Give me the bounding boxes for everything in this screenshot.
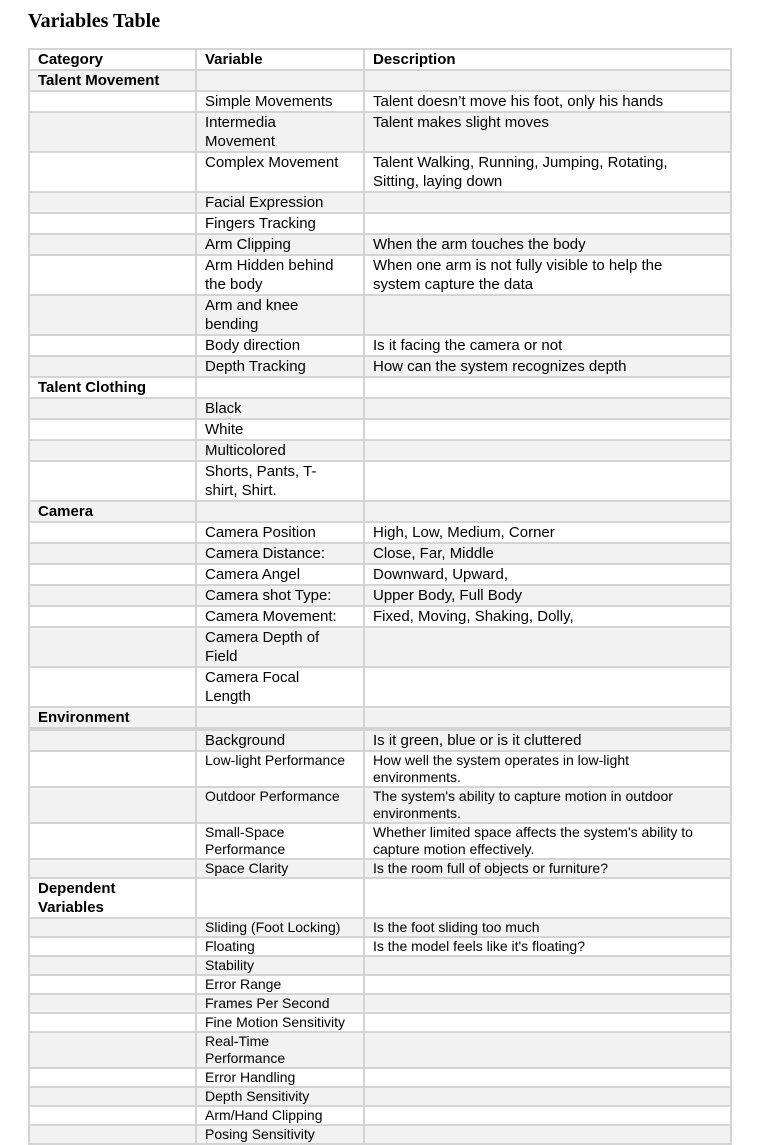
- variable-cell: Arm Hidden behind the body: [196, 255, 364, 295]
- category-cell: [29, 787, 196, 823]
- variable-cell: Depth Tracking: [196, 356, 364, 377]
- description-cell: [364, 461, 731, 501]
- description-cell: Close, Far, Middle: [364, 543, 731, 564]
- description-cell: Upper Body, Full Body: [364, 585, 731, 606]
- table-row: [29, 112, 731, 152]
- category-cell: [29, 606, 196, 627]
- variable-cell: Sliding (Foot Locking): [196, 918, 364, 937]
- category-cell: [29, 112, 196, 152]
- description-cell: When one arm is not fully visible to help the system capture the data: [364, 255, 731, 295]
- category-cell: [29, 543, 196, 564]
- table-row: [29, 585, 731, 606]
- category-row: [29, 377, 731, 398]
- category-cell: [29, 192, 196, 213]
- description-cell: Talent doesn’t move his foot, only his hands: [364, 91, 731, 112]
- table-row: [29, 255, 731, 295]
- category-cell: [29, 398, 196, 419]
- table-row: [29, 356, 731, 377]
- variable-cell: [196, 878, 364, 918]
- table-row: [29, 461, 731, 501]
- category-cell: [29, 1125, 196, 1144]
- description-cell: [364, 627, 731, 667]
- variable-cell: Intermedia Movement: [196, 112, 364, 152]
- table-row: [29, 91, 731, 112]
- variable-cell: Camera Movement:: [196, 606, 364, 627]
- table-row: [29, 1087, 731, 1106]
- category-cell: [29, 975, 196, 994]
- variable-cell: [196, 70, 364, 91]
- table-row: [29, 751, 731, 787]
- description-cell: [364, 70, 731, 91]
- category-cell: [29, 751, 196, 787]
- description-cell: Whether limited space affects the system's ability to capture motion effectively.: [364, 823, 731, 859]
- description-cell: [364, 667, 731, 707]
- table-header-row: [29, 49, 731, 70]
- table-row: [29, 1125, 731, 1144]
- description-cell: [364, 398, 731, 419]
- variable-cell: Shorts, Pants, T- shirt, Shirt.: [196, 461, 364, 501]
- category-cell: Talent Movement: [29, 70, 196, 91]
- variable-cell: Arm Clipping: [196, 234, 364, 255]
- variable-cell: Posing Sensitivity: [196, 1125, 364, 1144]
- table-row: [29, 295, 731, 335]
- header-category: Category: [29, 49, 196, 70]
- table-row: [29, 1032, 731, 1068]
- table-row: [29, 918, 731, 937]
- description-cell: [364, 956, 731, 975]
- table-body: [29, 70, 731, 1144]
- category-row: [29, 501, 731, 522]
- category-cell: [29, 730, 196, 751]
- variable-cell: Black: [196, 398, 364, 419]
- category-cell: [29, 937, 196, 956]
- variables-table: [28, 48, 732, 1145]
- variable-cell: Outdoor Performance: [196, 787, 364, 823]
- table-row: [29, 627, 731, 667]
- category-cell: [29, 234, 196, 255]
- description-cell: [364, 377, 731, 398]
- category-cell: [29, 1032, 196, 1068]
- category-cell: [29, 213, 196, 234]
- description-cell: [364, 994, 731, 1013]
- table-row: [29, 213, 731, 234]
- category-cell: Camera: [29, 501, 196, 522]
- description-cell: [364, 1106, 731, 1125]
- variable-cell: Depth Sensitivity: [196, 1087, 364, 1106]
- category-cell: [29, 859, 196, 878]
- category-cell: [29, 1087, 196, 1106]
- description-cell: [364, 419, 731, 440]
- description-cell: The system's ability to capture motion in outdoor environments.: [364, 787, 731, 823]
- table-row: [29, 975, 731, 994]
- category-cell: Talent Clothing: [29, 377, 196, 398]
- variable-cell: Space Clarity: [196, 859, 364, 878]
- category-cell: [29, 419, 196, 440]
- table-row: [29, 440, 731, 461]
- variable-cell: [196, 377, 364, 398]
- description-cell: [364, 213, 731, 234]
- variable-cell: Stability: [196, 956, 364, 975]
- description-cell: Is it facing the camera or not: [364, 335, 731, 356]
- description-cell: [364, 1032, 731, 1068]
- variable-cell: Fine Motion Sensitivity: [196, 1013, 364, 1032]
- table-row: [29, 1068, 731, 1087]
- category-cell: Dependent Variables: [29, 878, 196, 918]
- description-cell: High, Low, Medium, Corner: [364, 522, 731, 543]
- table-row: [29, 956, 731, 975]
- description-cell: When the arm touches the body: [364, 234, 731, 255]
- variable-cell: Camera shot Type:: [196, 585, 364, 606]
- table-row: [29, 787, 731, 823]
- description-cell: Is the model feels like it's floating?: [364, 937, 731, 956]
- variable-cell: Low-light Performance: [196, 751, 364, 787]
- variable-cell: Error Handling: [196, 1068, 364, 1087]
- category-row: [29, 70, 731, 91]
- category-cell: [29, 994, 196, 1013]
- description-cell: [364, 192, 731, 213]
- description-cell: [364, 295, 731, 335]
- category-cell: [29, 585, 196, 606]
- variable-cell: Small-Space Performance: [196, 823, 364, 859]
- variable-cell: White: [196, 419, 364, 440]
- category-cell: [29, 440, 196, 461]
- category-cell: [29, 823, 196, 859]
- category-cell: [29, 356, 196, 377]
- table-row: [29, 152, 731, 192]
- table-row: [29, 994, 731, 1013]
- header-variable: Variable: [196, 49, 364, 70]
- description-cell: Fixed, Moving, Shaking, Dolly,: [364, 606, 731, 627]
- variable-cell: Fingers Tracking: [196, 213, 364, 234]
- description-cell: [364, 878, 731, 918]
- table-row: [29, 1106, 731, 1125]
- variable-cell: Background: [196, 730, 364, 751]
- description-cell: Is the room full of objects or furniture?: [364, 859, 731, 878]
- table-row: [29, 1013, 731, 1032]
- category-cell: [29, 1068, 196, 1087]
- description-cell: How well the system operates in low-light environments.: [364, 751, 731, 787]
- variable-cell: Camera Distance:: [196, 543, 364, 564]
- category-cell: [29, 1013, 196, 1032]
- category-cell: [29, 918, 196, 937]
- variable-cell: Camera Focal Length: [196, 667, 364, 707]
- description-cell: How can the system recognizes depth: [364, 356, 731, 377]
- variable-cell: Camera Angel: [196, 564, 364, 585]
- category-cell: [29, 295, 196, 335]
- category-cell: [29, 1106, 196, 1125]
- variable-cell: Multicolored: [196, 440, 364, 461]
- description-cell: [364, 1087, 731, 1106]
- category-cell: [29, 522, 196, 543]
- table-row: [29, 192, 731, 213]
- category-cell: [29, 461, 196, 501]
- description-cell: [364, 707, 731, 728]
- header-description: Description: [364, 49, 731, 70]
- table-row: [29, 398, 731, 419]
- table-row: [29, 234, 731, 255]
- variable-cell: Frames Per Second: [196, 994, 364, 1013]
- category-cell: [29, 667, 196, 707]
- variable-cell: Arm and knee bending: [196, 295, 364, 335]
- variable-cell: [196, 707, 364, 728]
- category-cell: Environment: [29, 707, 196, 728]
- category-cell: [29, 255, 196, 295]
- table-row: [29, 730, 731, 751]
- table-row: [29, 667, 731, 707]
- category-cell: [29, 627, 196, 667]
- table-row: [29, 522, 731, 543]
- variable-cell: Floating: [196, 937, 364, 956]
- description-cell: Talent Walking, Running, Jumping, Rotating, Sitting, laying down: [364, 152, 731, 192]
- table-row: [29, 335, 731, 356]
- variable-cell: Simple Movements: [196, 91, 364, 112]
- description-cell: [364, 1068, 731, 1087]
- table-row: [29, 543, 731, 564]
- table-row: [29, 859, 731, 878]
- description-cell: Is the foot sliding too much: [364, 918, 731, 937]
- category-row: [29, 707, 731, 728]
- category-cell: [29, 152, 196, 192]
- document-title: Variables Table: [28, 10, 161, 32]
- category-cell: [29, 956, 196, 975]
- variable-cell: Body direction: [196, 335, 364, 356]
- table-row: [29, 564, 731, 585]
- description-cell: [364, 440, 731, 461]
- variable-cell: Complex Movement: [196, 152, 364, 192]
- category-cell: [29, 564, 196, 585]
- table-row: [29, 419, 731, 440]
- variable-cell: Camera Position: [196, 522, 364, 543]
- variable-cell: Arm/Hand Clipping: [196, 1106, 364, 1125]
- table-row: [29, 823, 731, 859]
- description-cell: Is it green, blue or is it cluttered: [364, 730, 731, 751]
- description-cell: Downward, Upward,: [364, 564, 731, 585]
- variable-cell: Real-Time Performance: [196, 1032, 364, 1068]
- table-row: [29, 937, 731, 956]
- description-cell: [364, 1013, 731, 1032]
- category-cell: [29, 335, 196, 356]
- variable-cell: [196, 501, 364, 522]
- category-row: [29, 878, 731, 918]
- description-cell: [364, 501, 731, 522]
- variable-cell: Facial Expression: [196, 192, 364, 213]
- description-cell: Talent makes slight moves: [364, 112, 731, 152]
- variable-cell: Error Range: [196, 975, 364, 994]
- table-row: [29, 606, 731, 627]
- variable-cell: Camera Depth of Field: [196, 627, 364, 667]
- description-cell: [364, 1125, 731, 1144]
- description-cell: [364, 975, 731, 994]
- category-cell: [29, 91, 196, 112]
